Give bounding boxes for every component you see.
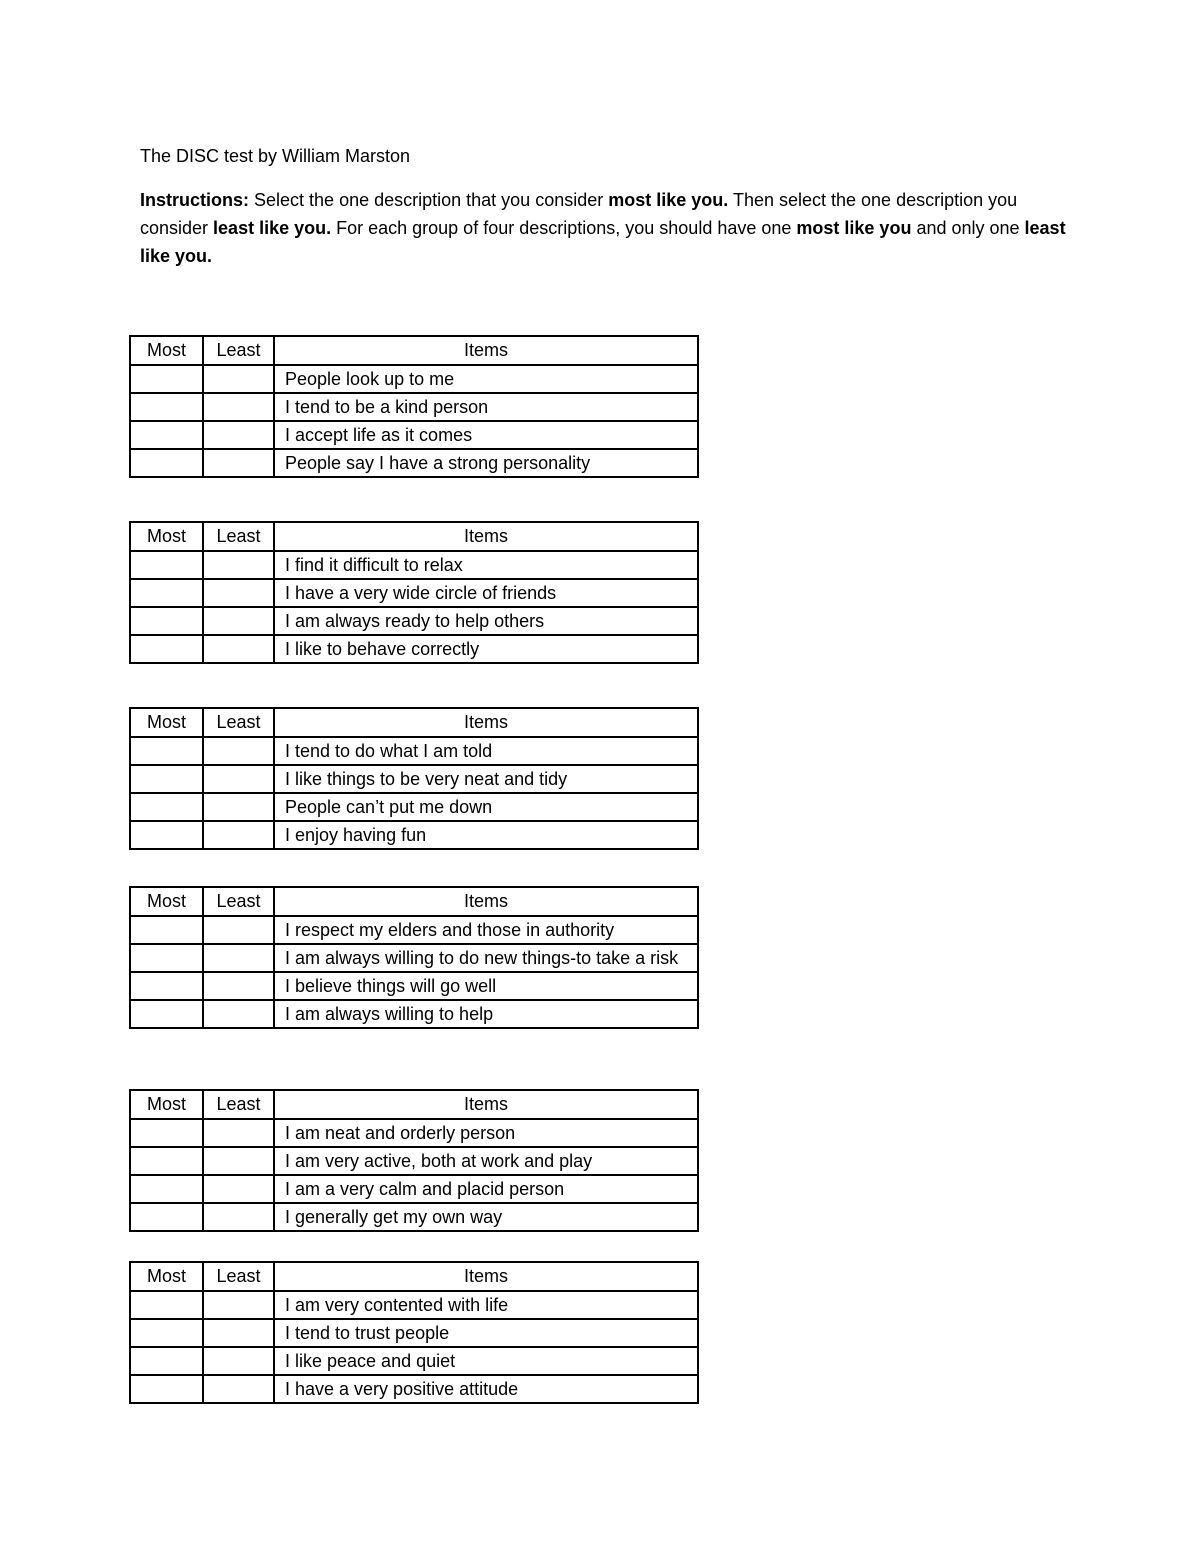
item-description: I generally get my own way <box>274 1203 698 1231</box>
table-row <box>130 916 698 944</box>
item-description: I believe things will go well <box>274 972 698 1000</box>
item-description: I like peace and quiet <box>274 1347 698 1375</box>
least-cell[interactable] <box>203 421 274 449</box>
table-row <box>130 1347 698 1375</box>
item-description: People can’t put me down <box>274 793 698 821</box>
disc-group-table-5 <box>129 1089 699 1232</box>
instructions-text-3: For each group of four descriptions, you should have one <box>331 218 797 238</box>
most-cell[interactable] <box>130 1119 203 1147</box>
items-column-header: Items <box>274 1262 698 1291</box>
table-row <box>130 765 698 793</box>
item-description: I am a very calm and placid person <box>274 1175 698 1203</box>
item-description: I am very active, both at work and play <box>274 1147 698 1175</box>
least-cell[interactable] <box>203 1375 274 1403</box>
least-cell[interactable] <box>203 737 274 765</box>
least-cell[interactable] <box>203 449 274 477</box>
least-cell[interactable] <box>203 607 274 635</box>
item-description: I enjoy having fun <box>274 821 698 849</box>
most-cell[interactable] <box>130 579 203 607</box>
item-description: I like things to be very neat and tidy <box>274 765 698 793</box>
most-column-header: Most <box>130 1090 203 1119</box>
most-cell[interactable] <box>130 821 203 849</box>
least-cell[interactable] <box>203 1147 274 1175</box>
most-column-header: Most <box>130 887 203 916</box>
least-cell[interactable] <box>203 1319 274 1347</box>
most-cell[interactable] <box>130 1203 203 1231</box>
most-column-header: Most <box>130 522 203 551</box>
table-row <box>130 793 698 821</box>
item-description: I respect my elders and those in authority <box>274 916 698 944</box>
least-cell[interactable] <box>203 1291 274 1319</box>
disc-group-table-4 <box>129 886 699 1029</box>
item-description: I tend to trust people <box>274 1319 698 1347</box>
item-description: I like to behave correctly <box>274 635 698 663</box>
least-cell[interactable] <box>203 821 274 849</box>
least-column-header: Least <box>203 887 274 916</box>
most-cell[interactable] <box>130 551 203 579</box>
least-cell[interactable] <box>203 551 274 579</box>
least-cell[interactable] <box>203 635 274 663</box>
disc-group-table-3 <box>129 707 699 850</box>
item-description: I am very contented with life <box>274 1291 698 1319</box>
least-cell[interactable] <box>203 1000 274 1028</box>
table-header-row <box>130 522 698 551</box>
item-description: I am always willing to do new things-to take a risk <box>274 944 698 972</box>
item-description: I tend to do what I am told <box>274 737 698 765</box>
table-row <box>130 365 698 393</box>
most-cell[interactable] <box>130 793 203 821</box>
document-title: The DISC test by William Marston <box>140 146 411 166</box>
least-cell[interactable] <box>203 916 274 944</box>
instructions-paragraph <box>140 186 1070 270</box>
most-cell[interactable] <box>130 421 203 449</box>
item-description: People say I have a strong personality <box>274 449 698 477</box>
most-cell[interactable] <box>130 765 203 793</box>
table-row <box>130 421 698 449</box>
table-row <box>130 821 698 849</box>
table-row <box>130 1000 698 1028</box>
most-cell[interactable] <box>130 1000 203 1028</box>
items-column-header: Items <box>274 887 698 916</box>
disc-group-table-2 <box>129 521 699 664</box>
most-cell[interactable] <box>130 1319 203 1347</box>
least-cell[interactable] <box>203 579 274 607</box>
instructions-bold-most-1: most like you. <box>608 190 729 210</box>
instructions-text-2: Then select the one description you consider <box>140 190 1018 238</box>
least-cell[interactable] <box>203 944 274 972</box>
item-description: I have a very positive attitude <box>274 1375 698 1403</box>
items-column-header: Items <box>274 708 698 737</box>
table-row <box>130 607 698 635</box>
most-cell[interactable] <box>130 1147 203 1175</box>
instructions-label: Instructions: <box>140 190 250 210</box>
most-cell[interactable] <box>130 449 203 477</box>
table-row <box>130 449 698 477</box>
instructions-text-1: Select the one description that you consider <box>249 190 609 210</box>
most-cell[interactable] <box>130 1175 203 1203</box>
table-row <box>130 1291 698 1319</box>
most-column-header: Most <box>130 1262 203 1291</box>
least-cell[interactable] <box>203 393 274 421</box>
instructions-text-4: and only one <box>911 218 1025 238</box>
items-column-header: Items <box>274 1090 698 1119</box>
least-column-header: Least <box>203 708 274 737</box>
most-cell[interactable] <box>130 607 203 635</box>
item-description: I am always ready to help others <box>274 607 698 635</box>
least-column-header: Least <box>203 1090 274 1119</box>
least-cell[interactable] <box>203 365 274 393</box>
least-cell[interactable] <box>203 1203 274 1231</box>
item-description: I am always willing to help <box>274 1000 698 1028</box>
table-row <box>130 737 698 765</box>
item-description: People look up to me <box>274 365 698 393</box>
table-row <box>130 944 698 972</box>
table-row <box>130 579 698 607</box>
items-column-header: Items <box>274 336 698 365</box>
table-row <box>130 1375 698 1403</box>
most-cell[interactable] <box>130 972 203 1000</box>
instructions-bold-most-2: most like you <box>796 218 912 238</box>
least-cell[interactable] <box>203 1175 274 1203</box>
table-row <box>130 551 698 579</box>
least-cell[interactable] <box>203 793 274 821</box>
table-row <box>130 972 698 1000</box>
table-header-row <box>130 708 698 737</box>
least-cell[interactable] <box>203 1119 274 1147</box>
items-column-header: Items <box>274 522 698 551</box>
disc-group-table-6 <box>129 1261 699 1404</box>
item-description: I have a very wide circle of friends <box>274 579 698 607</box>
most-cell[interactable] <box>130 1291 203 1319</box>
disc-group-table-1 <box>129 335 699 478</box>
table-row <box>130 1119 698 1147</box>
table-header-row <box>130 336 698 365</box>
least-column-header: Least <box>203 1262 274 1291</box>
item-description: I accept life as it comes <box>274 421 698 449</box>
most-cell[interactable] <box>130 365 203 393</box>
most-cell[interactable] <box>130 737 203 765</box>
item-description: I am neat and orderly person <box>274 1119 698 1147</box>
most-column-header: Most <box>130 708 203 737</box>
table-header-row <box>130 887 698 916</box>
table-row <box>130 1147 698 1175</box>
most-cell[interactable] <box>130 1347 203 1375</box>
least-cell[interactable] <box>203 765 274 793</box>
most-cell[interactable] <box>130 944 203 972</box>
least-column-header: Least <box>203 336 274 365</box>
most-column-header: Most <box>130 336 203 365</box>
table-header-row <box>130 1262 698 1291</box>
item-description: I find it difficult to relax <box>274 551 698 579</box>
table-row <box>130 1175 698 1203</box>
instructions-bold-least-1: least like you. <box>213 218 332 238</box>
table-row <box>130 1203 698 1231</box>
least-column-header: Least <box>203 522 274 551</box>
most-cell[interactable] <box>130 916 203 944</box>
instructions-bold-least-2: least like you. <box>140 218 1066 266</box>
table-row <box>130 635 698 663</box>
item-description: I tend to be a kind person <box>274 393 698 421</box>
most-cell[interactable] <box>130 393 203 421</box>
most-cell[interactable] <box>130 635 203 663</box>
least-cell[interactable] <box>203 1347 274 1375</box>
table-header-row <box>130 1090 698 1119</box>
table-row <box>130 1319 698 1347</box>
table-row <box>130 393 698 421</box>
least-cell[interactable] <box>203 972 274 1000</box>
most-cell[interactable] <box>130 1375 203 1403</box>
